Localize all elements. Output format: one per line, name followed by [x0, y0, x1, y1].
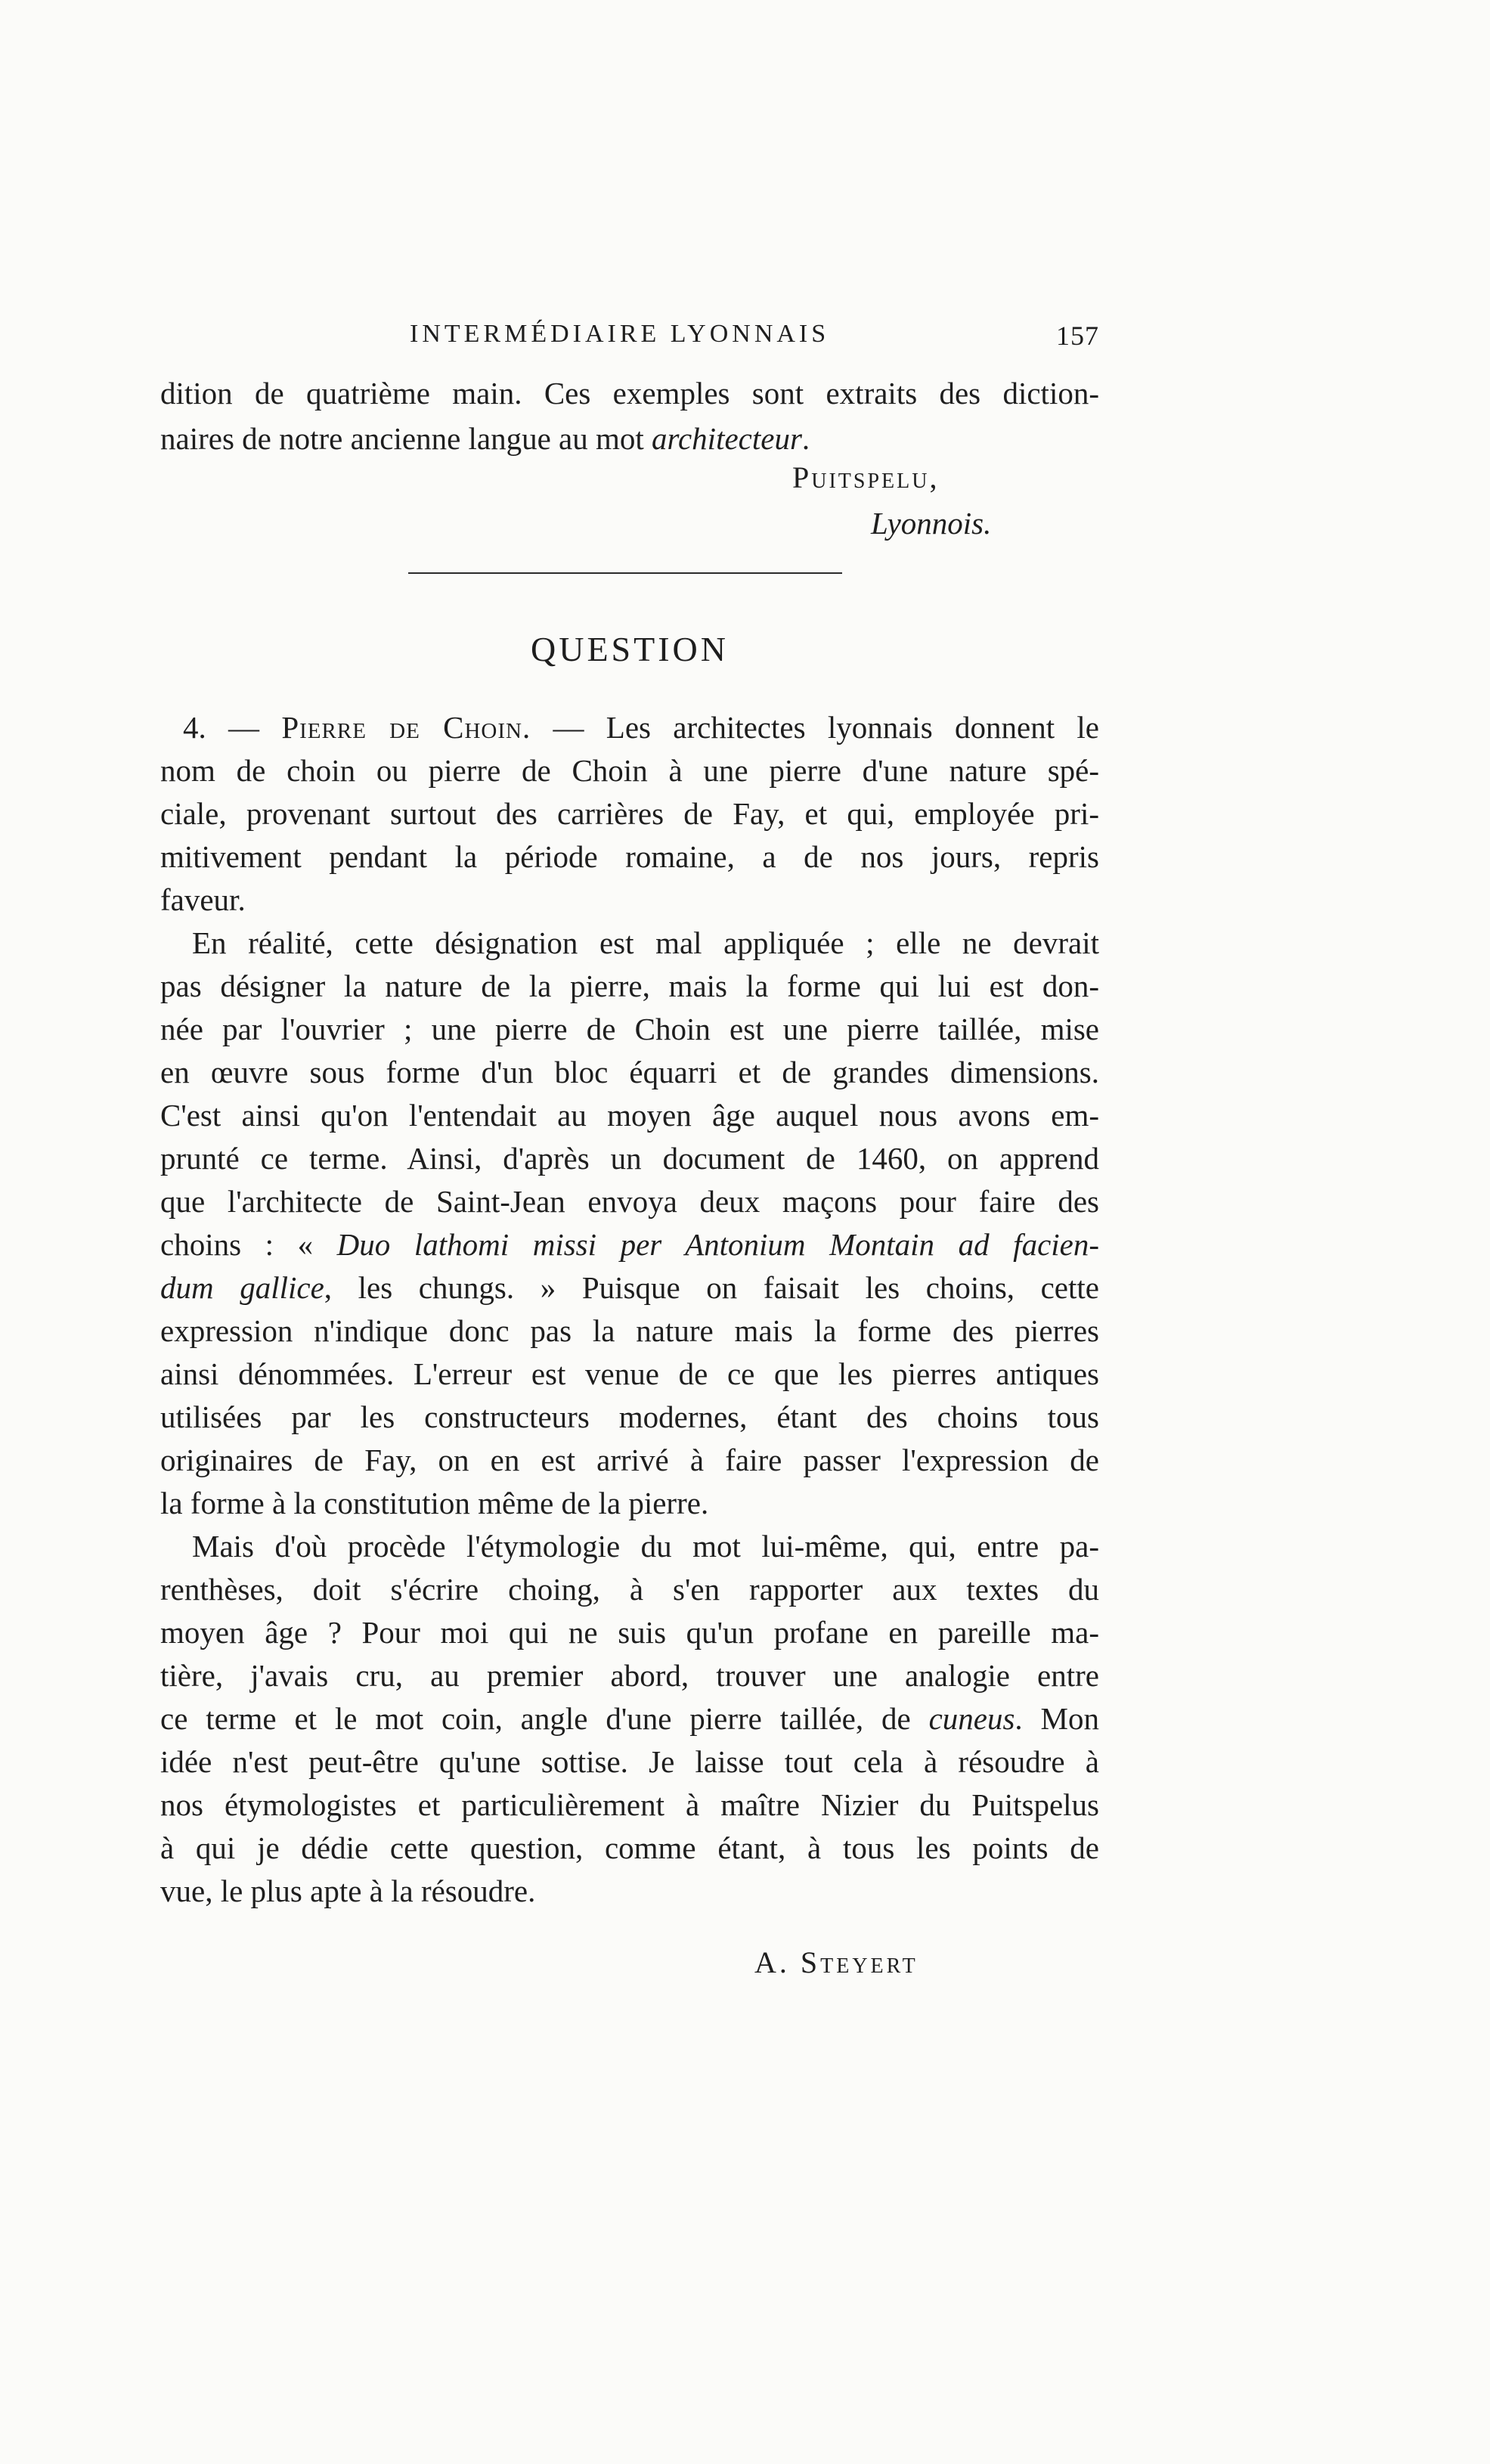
text-line	[160, 417, 1099, 460]
text-line: ciale, provenant surtout des carrières de Fay, et qui, employée pri-	[160, 796, 1099, 831]
signature-name: Puitspelu,	[792, 460, 940, 494]
text-line	[160, 1266, 1099, 1309]
text-line: mitivement pendant la période romaine, a de nos jours, repris	[160, 839, 1099, 874]
page-number: 157	[1056, 321, 1099, 351]
text-line: idée n'est peut-être qu'une sottise. Je laisse tout cela à résoudre à	[160, 1744, 1099, 1779]
text-line: en œuvre sous forme d'un bloc équarri et de grandes dimensions.	[160, 1055, 1099, 1089]
text-line: originaires de Fay, on en est arrivé à faire passer l'expression de	[160, 1443, 1099, 1477]
text-line: faveur.	[160, 882, 246, 917]
text-line: que l'architecte de Saint-Jean envoya deux maçons pour faire des	[160, 1184, 1099, 1219]
latin-quote: Duo lathomi missi per Antonium Montain ad facien-	[336, 1227, 1100, 1262]
question-title: Pierre de Choin.	[281, 710, 531, 745]
section-divider	[408, 572, 842, 574]
italic-term: architecteur	[652, 421, 802, 456]
text-line: En réalité, cette désignation est mal appliquée ; elle ne devrait	[192, 925, 1099, 960]
text-line: prunté ce terme. Ainsi, d'après un document de 1460, on apprend	[160, 1141, 1099, 1176]
text-fragment: naires de notre ancienne langue au mot	[160, 421, 652, 456]
text-line	[160, 1697, 1099, 1740]
text-line: dition de quatrième main. Ces exemples sont extraits des diction-	[160, 376, 1099, 411]
text-line: ainsi dénommées. L'erreur est venue de ce que les pierres antiques	[160, 1356, 1099, 1391]
text-line: tière, j'avais cru, au premier abord, trouver une analogie entre	[160, 1658, 1099, 1693]
section-heading: QUESTION	[531, 630, 729, 668]
latin-quote: dum gallice	[160, 1270, 324, 1305]
text-line: la forme à la constitution même de la pierre.	[160, 1486, 709, 1520]
text-fragment: .	[801, 421, 810, 456]
text-line: pas désigner la nature de la pierre, mais la forme qui lui est don-	[160, 969, 1099, 1003]
text-line	[160, 1223, 1099, 1266]
text-fragment: , les chungs. » Puisque on faisait les choins, cette	[324, 1270, 1099, 1305]
running-title: INTERMÉDIAIRE LYONNAIS	[410, 320, 830, 348]
page-header	[160, 318, 1099, 356]
text-line: utilisées par les constructeurs modernes, étant des choins tous	[160, 1399, 1099, 1434]
text-fragment: . Mon	[1015, 1701, 1099, 1736]
text-fragment: choins : «	[160, 1227, 337, 1262]
question-number: 4. —	[183, 710, 282, 745]
text-line: C'est ainsi qu'on l'entendait au moyen âge auquel nous avons em-	[160, 1098, 1099, 1133]
text-line	[160, 706, 1099, 748]
text-line: nos étymologistes et particulièrement à maître Nizier du Puitspelus	[160, 1787, 1099, 1822]
text-line: nom de choin ou pierre de Choin à une pierre d'une nature spé-	[160, 753, 1099, 788]
text-line: expression n'indique donc pas la nature mais la forme des pierres	[160, 1313, 1099, 1348]
text-line: vue, le plus apte à la résoudre.	[160, 1874, 536, 1908]
text-fragment: — Les architectes lyonnais donnent le	[531, 710, 1099, 745]
text-line: moyen âge ? Pour moi qui ne suis qu'un profane en pareille ma-	[160, 1615, 1099, 1650]
latin-term: cuneus	[928, 1701, 1015, 1736]
text-line: renthèses, doit s'écrire choing, à s'en rapporter aux textes du	[160, 1572, 1099, 1607]
text-line: née par l'ouvrier ; une pierre de Choin est une pierre taillée, mise	[160, 1012, 1099, 1046]
signature-place: Lyonnois.	[871, 506, 992, 541]
text-line: à qui je dédie cette question, comme étant, à tous les points de	[160, 1830, 1099, 1865]
text-fragment: ce terme et le mot coin, angle d'une pierre taillée, de	[160, 1701, 929, 1736]
author-signature: A. Steyert	[754, 1945, 918, 1979]
text-line: Mais d'où procède l'étymologie du mot lui-même, qui, entre pa-	[192, 1529, 1099, 1564]
